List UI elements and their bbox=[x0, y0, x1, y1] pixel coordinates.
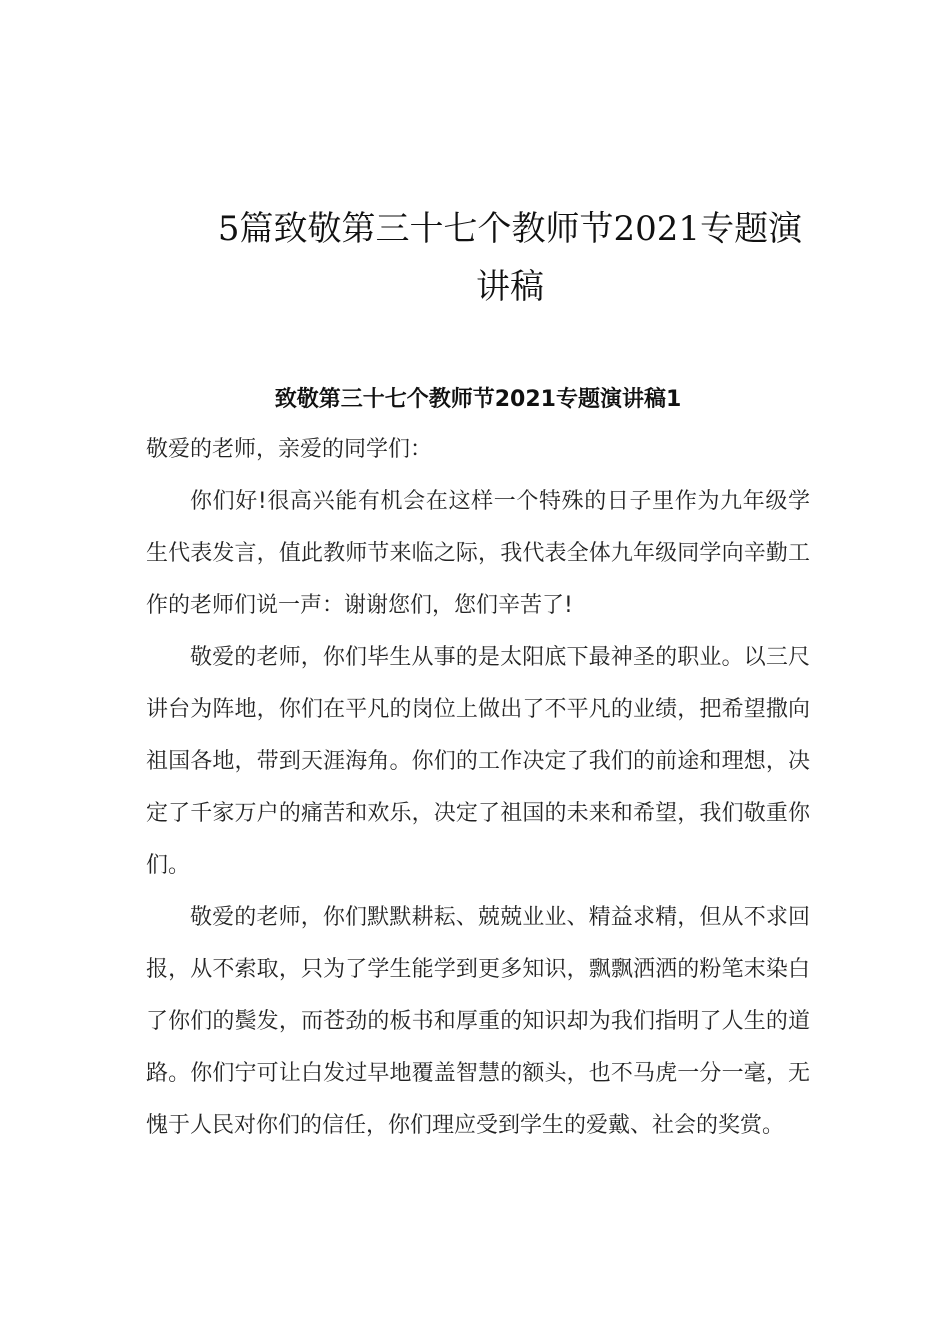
section-heading: 致敬第三十七个教师节2021专题演讲稿1 bbox=[274, 387, 682, 412]
paragraph-2: 敬爱的老师，你们毕生从事的是太阳底下最神圣的职业。以三尺讲台为阵地，你们在平凡的岗位上做出了不平凡的业绩，把希望撒向祖国各地，带到天涯海角。你们的工作决定了我们的前途和理想，决定了千家万户的痛苦和欢乐，决定了祖国的未来和希望，我们敬重你们。 bbox=[146, 645, 810, 878]
speech-body bbox=[146, 424, 810, 1152]
document-title: 5篇致敬第三十七个教师节2021专题演讲稿 bbox=[217, 209, 803, 307]
paragraph-3: 敬爱的老师，你们默默耕耘、兢兢业业、精益求精，但从不求回报，从不索取，只为了学生能学到更多知识，飘飘洒洒的粉笔末染白了你们的鬓发，而苍劲的板书和厚重的知识却为我们指明了人生的道路。你们宁可让白发过早地覆盖智慧的额头，也不马虎一分一毫，无愧于人民对你们的信任，你们理应受到学生的爱戴、社会的奖赏。 bbox=[146, 905, 810, 1138]
paragraph-1: 你们好!很高兴能有机会在这样一个特殊的日子里作为九年级学生代表发言，值此教师节来临之际，我代表全体九年级同学向辛勤工作的老师们说一声：谢谢您们，您们辛苦了! bbox=[146, 489, 810, 618]
greeting-line: 敬爱的老师，亲爱的同学们： bbox=[146, 437, 433, 462]
